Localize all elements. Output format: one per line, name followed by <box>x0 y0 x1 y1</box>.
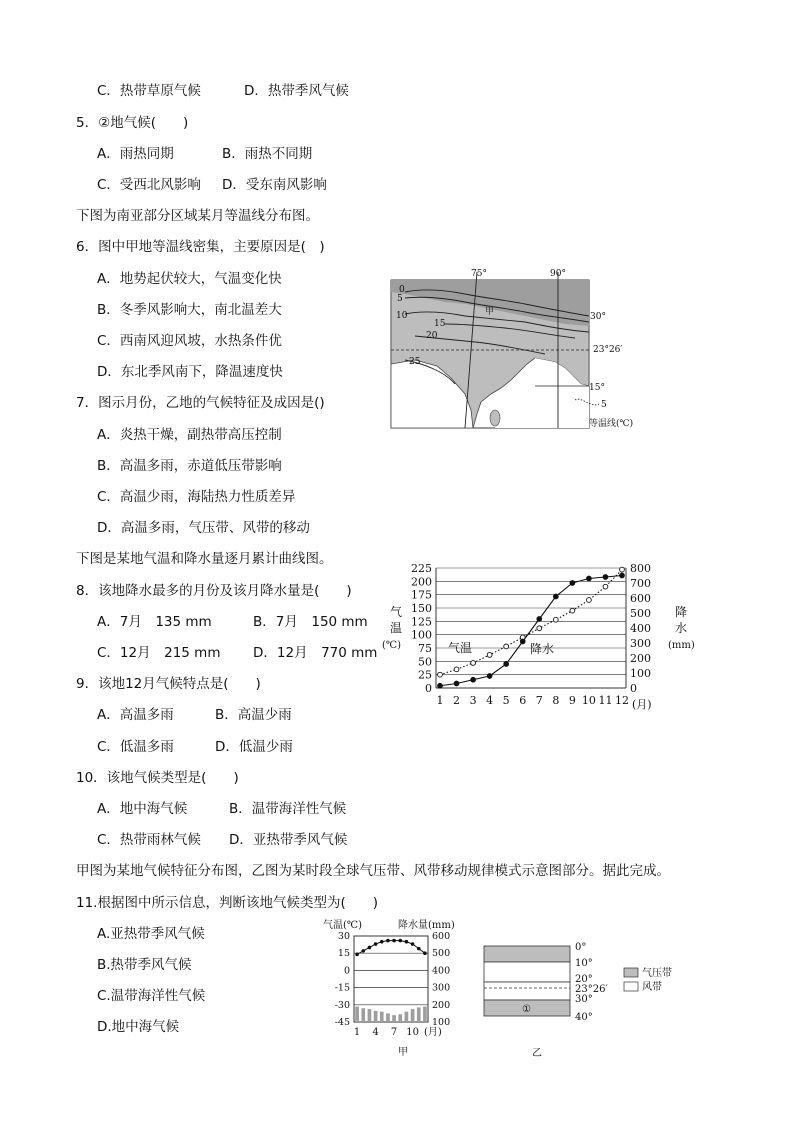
ylabel-left-2: 温 <box>390 621 403 635</box>
jia-ytick-right: 200 <box>432 999 451 1011</box>
legend-text: 等温线(℃) <box>589 419 634 429</box>
jia-temp-line <box>357 941 425 955</box>
temperature-point <box>603 584 608 589</box>
jia-xtick: 4 <box>372 1027 379 1038</box>
jia-precip-bar <box>368 1009 372 1022</box>
jia-title-left: 气温(℃) <box>323 920 362 931</box>
q5-option-b: B．雨热不同期 <box>222 146 313 162</box>
lat-label-15: 15° <box>589 383 605 393</box>
cum-xtick: 5 <box>502 694 510 707</box>
belt-band-2 <box>484 962 570 982</box>
q7-option-a: A．炎热干燥，副热带高压控制 <box>97 427 282 443</box>
belt-band-3 <box>484 982 570 1000</box>
q8-option-d: D．12月 770 mm <box>253 645 378 661</box>
cum-ytick-left: 25 <box>418 668 432 682</box>
jia-precip-bar <box>355 1007 359 1022</box>
intro-figure: 甲图为某地气候特征分布图，乙图为某时段全球气压带、风带移动规律模式示意图部分。据此完成。 <box>76 863 670 879</box>
cum-xtick: 12 <box>615 694 629 707</box>
cum-xtick: 1 <box>436 694 444 707</box>
lat-label-30: 30° <box>590 312 606 322</box>
precipitation-point <box>570 581 575 586</box>
precipitation-point <box>487 674 492 679</box>
temperature-point <box>587 598 592 603</box>
q11-option-d: D.地中海气候 <box>97 1019 180 1035</box>
temperature-point <box>553 617 558 622</box>
cum-xtick: 3 <box>469 694 477 707</box>
jia-x-unit: (月) <box>424 1027 442 1038</box>
isotherm-label-0: 0 <box>399 285 405 295</box>
lon-label-90: 90° <box>550 269 566 279</box>
jia-temp-point <box>423 951 427 955</box>
jia-temp-point <box>392 939 396 943</box>
q8-option-a: A．7月 135 mm <box>97 614 212 630</box>
jia-precip-bar <box>392 1015 396 1022</box>
q4-option-d: D．热带季风气候 <box>244 83 349 99</box>
precipitation-point <box>620 573 625 578</box>
cumulative-chart <box>380 556 695 716</box>
jia-temp-point <box>405 940 409 944</box>
jia-xtick: 10 <box>406 1027 419 1038</box>
jia-temp-point <box>355 953 359 957</box>
x-unit-label: (月) <box>632 698 652 711</box>
legend-wind: 风带 <box>642 982 662 993</box>
lat-label-tropic: 23°26′ <box>593 345 623 355</box>
q10-stem: 10．该地气候类型是( ) <box>76 770 239 786</box>
lat-0: 0° <box>575 942 587 953</box>
island <box>490 410 500 426</box>
jia-xtick: 1 <box>353 1027 361 1038</box>
jia-ytick-left: -15 <box>334 982 350 994</box>
jia-temp-point <box>374 942 378 946</box>
jia-temp-point <box>398 939 402 943</box>
cum-xtick: 9 <box>568 694 576 707</box>
cum-xtick: 8 <box>552 694 560 707</box>
jia-precip-bar <box>374 1011 378 1022</box>
precipitation-point <box>587 576 592 581</box>
ylabel-left-1: 气 <box>390 605 403 619</box>
q5-option-d: D．受东南风影响 <box>222 177 327 193</box>
lat-40: 40° <box>575 1012 593 1023</box>
jia-ytick-left: 0 <box>343 965 350 977</box>
jia-ytick-left: -30 <box>334 999 350 1011</box>
temperature-point <box>504 644 509 649</box>
ylabel-right-unit: (mm) <box>668 640 695 651</box>
q11-option-a: A.亚热带季风气候 <box>97 926 205 942</box>
cum-ytick-left: 175 <box>411 588 432 602</box>
q9-option-a: A．高温多雨 <box>97 707 174 723</box>
cum-ytick-left: 100 <box>411 628 432 642</box>
lat-30: 30° <box>575 994 593 1005</box>
jia-precip-bar <box>417 1007 421 1022</box>
ylabel-right-1: 降 <box>675 605 688 619</box>
cum-ytick-left: 225 <box>411 562 432 575</box>
temperature-point <box>471 661 476 666</box>
legend-pressure: 气压带 <box>642 968 672 979</box>
isotherm-label-15: 15 <box>434 319 446 329</box>
cum-ytick-left: 125 <box>411 615 432 629</box>
q10-option-d: D．亚热带季风气候 <box>229 832 348 848</box>
jia-ytick-right: 500 <box>432 948 451 960</box>
cum-ytick-left: 50 <box>418 655 432 669</box>
jia-precip-bar <box>361 1008 365 1022</box>
q7-option-c: C．高温少雨，海陆热力性质差异 <box>97 489 296 505</box>
temperature-point <box>620 567 625 572</box>
jia-temp-point <box>368 946 372 950</box>
legend-value: 5 <box>601 400 607 410</box>
jia-precip-bar <box>423 1007 427 1022</box>
jia-precip-bar <box>386 1013 390 1022</box>
cum-ytick-left: 150 <box>411 602 432 615</box>
jia-ytick-left: -45 <box>334 1017 350 1028</box>
cum-ytick-right: 200 <box>630 652 651 665</box>
jia-ytick-right: 300 <box>432 982 451 994</box>
cum-xtick: 2 <box>453 694 461 707</box>
series-label-precipitation: 降水 <box>530 642 555 656</box>
q6-stem: 6．图中甲地等温线密集，主要原因是( ) <box>76 239 325 255</box>
belt-band-1 <box>484 946 570 962</box>
q10-option-c: C．热带雨林气候 <box>97 832 201 848</box>
q6-option-b: B．冬季风影响大，南北温差大 <box>97 302 282 318</box>
q8-option-b: B．7月 150 mm <box>253 614 368 630</box>
jia-xtick: 7 <box>390 1027 398 1038</box>
q11-stem: 11.根据图中所示信息，判断该地气候类型为( ) <box>76 895 379 911</box>
cum-ytick-left: 200 <box>411 575 432 589</box>
jia-temp-point <box>361 949 365 953</box>
q11-option-c: C.温带海洋性气候 <box>97 988 206 1004</box>
jia-ytick-right: 400 <box>432 965 451 977</box>
cum-ytick-right: 700 <box>630 577 651 590</box>
cum-ytick-left: 75 <box>418 642 432 655</box>
lat-tropic: 23°26′ <box>575 984 608 995</box>
cum-ytick-right: 100 <box>630 667 651 680</box>
q9-option-c: C．低温多雨 <box>97 739 174 755</box>
q8-option-c: C．12月 215 mm <box>97 645 221 661</box>
series-line-temperature <box>440 570 622 675</box>
temperature-point <box>537 626 542 631</box>
jia-panel-label: 甲 <box>398 1047 408 1058</box>
cum-ytick-right: 400 <box>630 622 651 635</box>
q9-option-d: D．低温少雨 <box>215 739 293 755</box>
q5-stem: 5．②地气候( ) <box>76 115 189 131</box>
q10-option-a: A．地中海气候 <box>97 801 188 817</box>
q5-option-a: A．雨热同期 <box>97 146 174 162</box>
jia-precip-bar <box>398 1014 402 1022</box>
cum-xtick: 11 <box>598 694 613 707</box>
cum-xtick: 7 <box>535 694 543 707</box>
q11-option-b: B.热带季风气候 <box>97 957 192 973</box>
temperature-point <box>487 653 492 658</box>
precipitation-point <box>553 594 558 599</box>
isotherm-map <box>385 268 645 438</box>
cum-xtick: 6 <box>519 694 527 707</box>
jia-ytick-left: 30 <box>337 931 350 942</box>
q5-option-c: C．受西北风影响 <box>97 177 201 193</box>
cum-ytick-left: 0 <box>425 682 432 695</box>
ylabel-right-2: 水 <box>675 621 688 635</box>
precipitation-point <box>438 683 443 688</box>
series-line-precipitation <box>440 576 622 686</box>
jia-ytick-right: 600 <box>432 931 451 942</box>
isotherm-label-20: 20 <box>426 331 438 341</box>
cum-ytick-right: 0 <box>630 682 637 695</box>
q7-option-d: D．高温多雨，气压带、风带的移动 <box>97 520 310 536</box>
cum-xtick: 4 <box>486 694 494 707</box>
jia-climate-chart <box>320 918 490 1058</box>
jia-temp-point <box>380 940 384 944</box>
precipitation-point <box>471 677 476 682</box>
jia-ytick-left: 15 <box>337 948 350 960</box>
cum-ytick-right: 600 <box>630 592 651 605</box>
place-label-jia: 甲 <box>485 307 495 317</box>
lat-10: 10° <box>575 958 593 969</box>
precipitation-point <box>504 662 509 667</box>
legend-wind-swatch <box>624 982 638 991</box>
jia-precip-bar <box>411 1009 415 1022</box>
q9-stem: 9．该地12月气候特点是( ) <box>76 676 261 692</box>
precipitation-point <box>454 681 459 686</box>
isotherm-label-5: 5 <box>397 294 403 304</box>
intro-map: 下图为南亚部分区域某月等温线分布图。 <box>76 208 319 224</box>
isotherm-label-10: 10 <box>396 311 408 321</box>
cum-ytick-right: 300 <box>630 637 651 650</box>
jia-temp-point <box>411 942 415 946</box>
ylabel-left-unit: (℃) <box>382 640 401 651</box>
q7-stem: 7．图示月份，乙地的气候特征及成因是() <box>76 395 325 411</box>
jia-temp-point <box>417 947 421 951</box>
cum-ytick-right: 500 <box>630 607 651 620</box>
lat-20: 20° <box>575 974 593 985</box>
precipitation-point <box>603 575 608 580</box>
q7-option-b: B．高温多雨，赤道低压带影响 <box>97 458 282 474</box>
q9-option-b: B．高温少雨 <box>215 707 292 723</box>
lon-label-75: 75° <box>471 269 487 279</box>
yi-panel-label: 乙 <box>532 1048 542 1059</box>
temperature-point <box>570 608 575 613</box>
jia-ytick-right: 100 <box>432 1017 451 1028</box>
precipitation-point <box>520 639 525 644</box>
q6-option-d: D．东北季风南下，降温速度快 <box>97 364 283 380</box>
series-label-temperature: 气温 <box>448 641 473 655</box>
cum-ytick-right: 800 <box>630 562 651 575</box>
jia-precip-bar <box>380 1012 384 1022</box>
q8-stem: 8．该地降水最多的月份及该月降水量是( ) <box>76 583 352 599</box>
temperature-point <box>438 672 443 677</box>
q4-option-c: C．热带草原气候 <box>97 83 201 99</box>
yi-belt-figure <box>480 940 730 1060</box>
jia-temp-point <box>386 939 390 943</box>
jia-frame <box>354 936 428 1022</box>
precipitation-point <box>537 617 542 622</box>
legend-pressure-swatch <box>624 968 638 977</box>
zone-label: ① <box>522 1004 531 1015</box>
intro-chart: 下图是某地气温和降水量逐月累计曲线图。 <box>76 551 333 567</box>
jia-precip-bar <box>405 1012 409 1022</box>
q10-option-b: B．温带海洋性气候 <box>229 801 347 817</box>
jia-title-right: 降水量(mm) <box>398 920 455 931</box>
q6-option-a: A．地势起伏较大，气温变化快 <box>97 271 282 287</box>
temperature-point <box>454 667 459 672</box>
cum-xtick: 10 <box>581 694 596 707</box>
isotherm-label-25: 25 <box>409 357 421 367</box>
q6-option-c: C．西南风迎风坡，水热条件优 <box>97 333 282 349</box>
